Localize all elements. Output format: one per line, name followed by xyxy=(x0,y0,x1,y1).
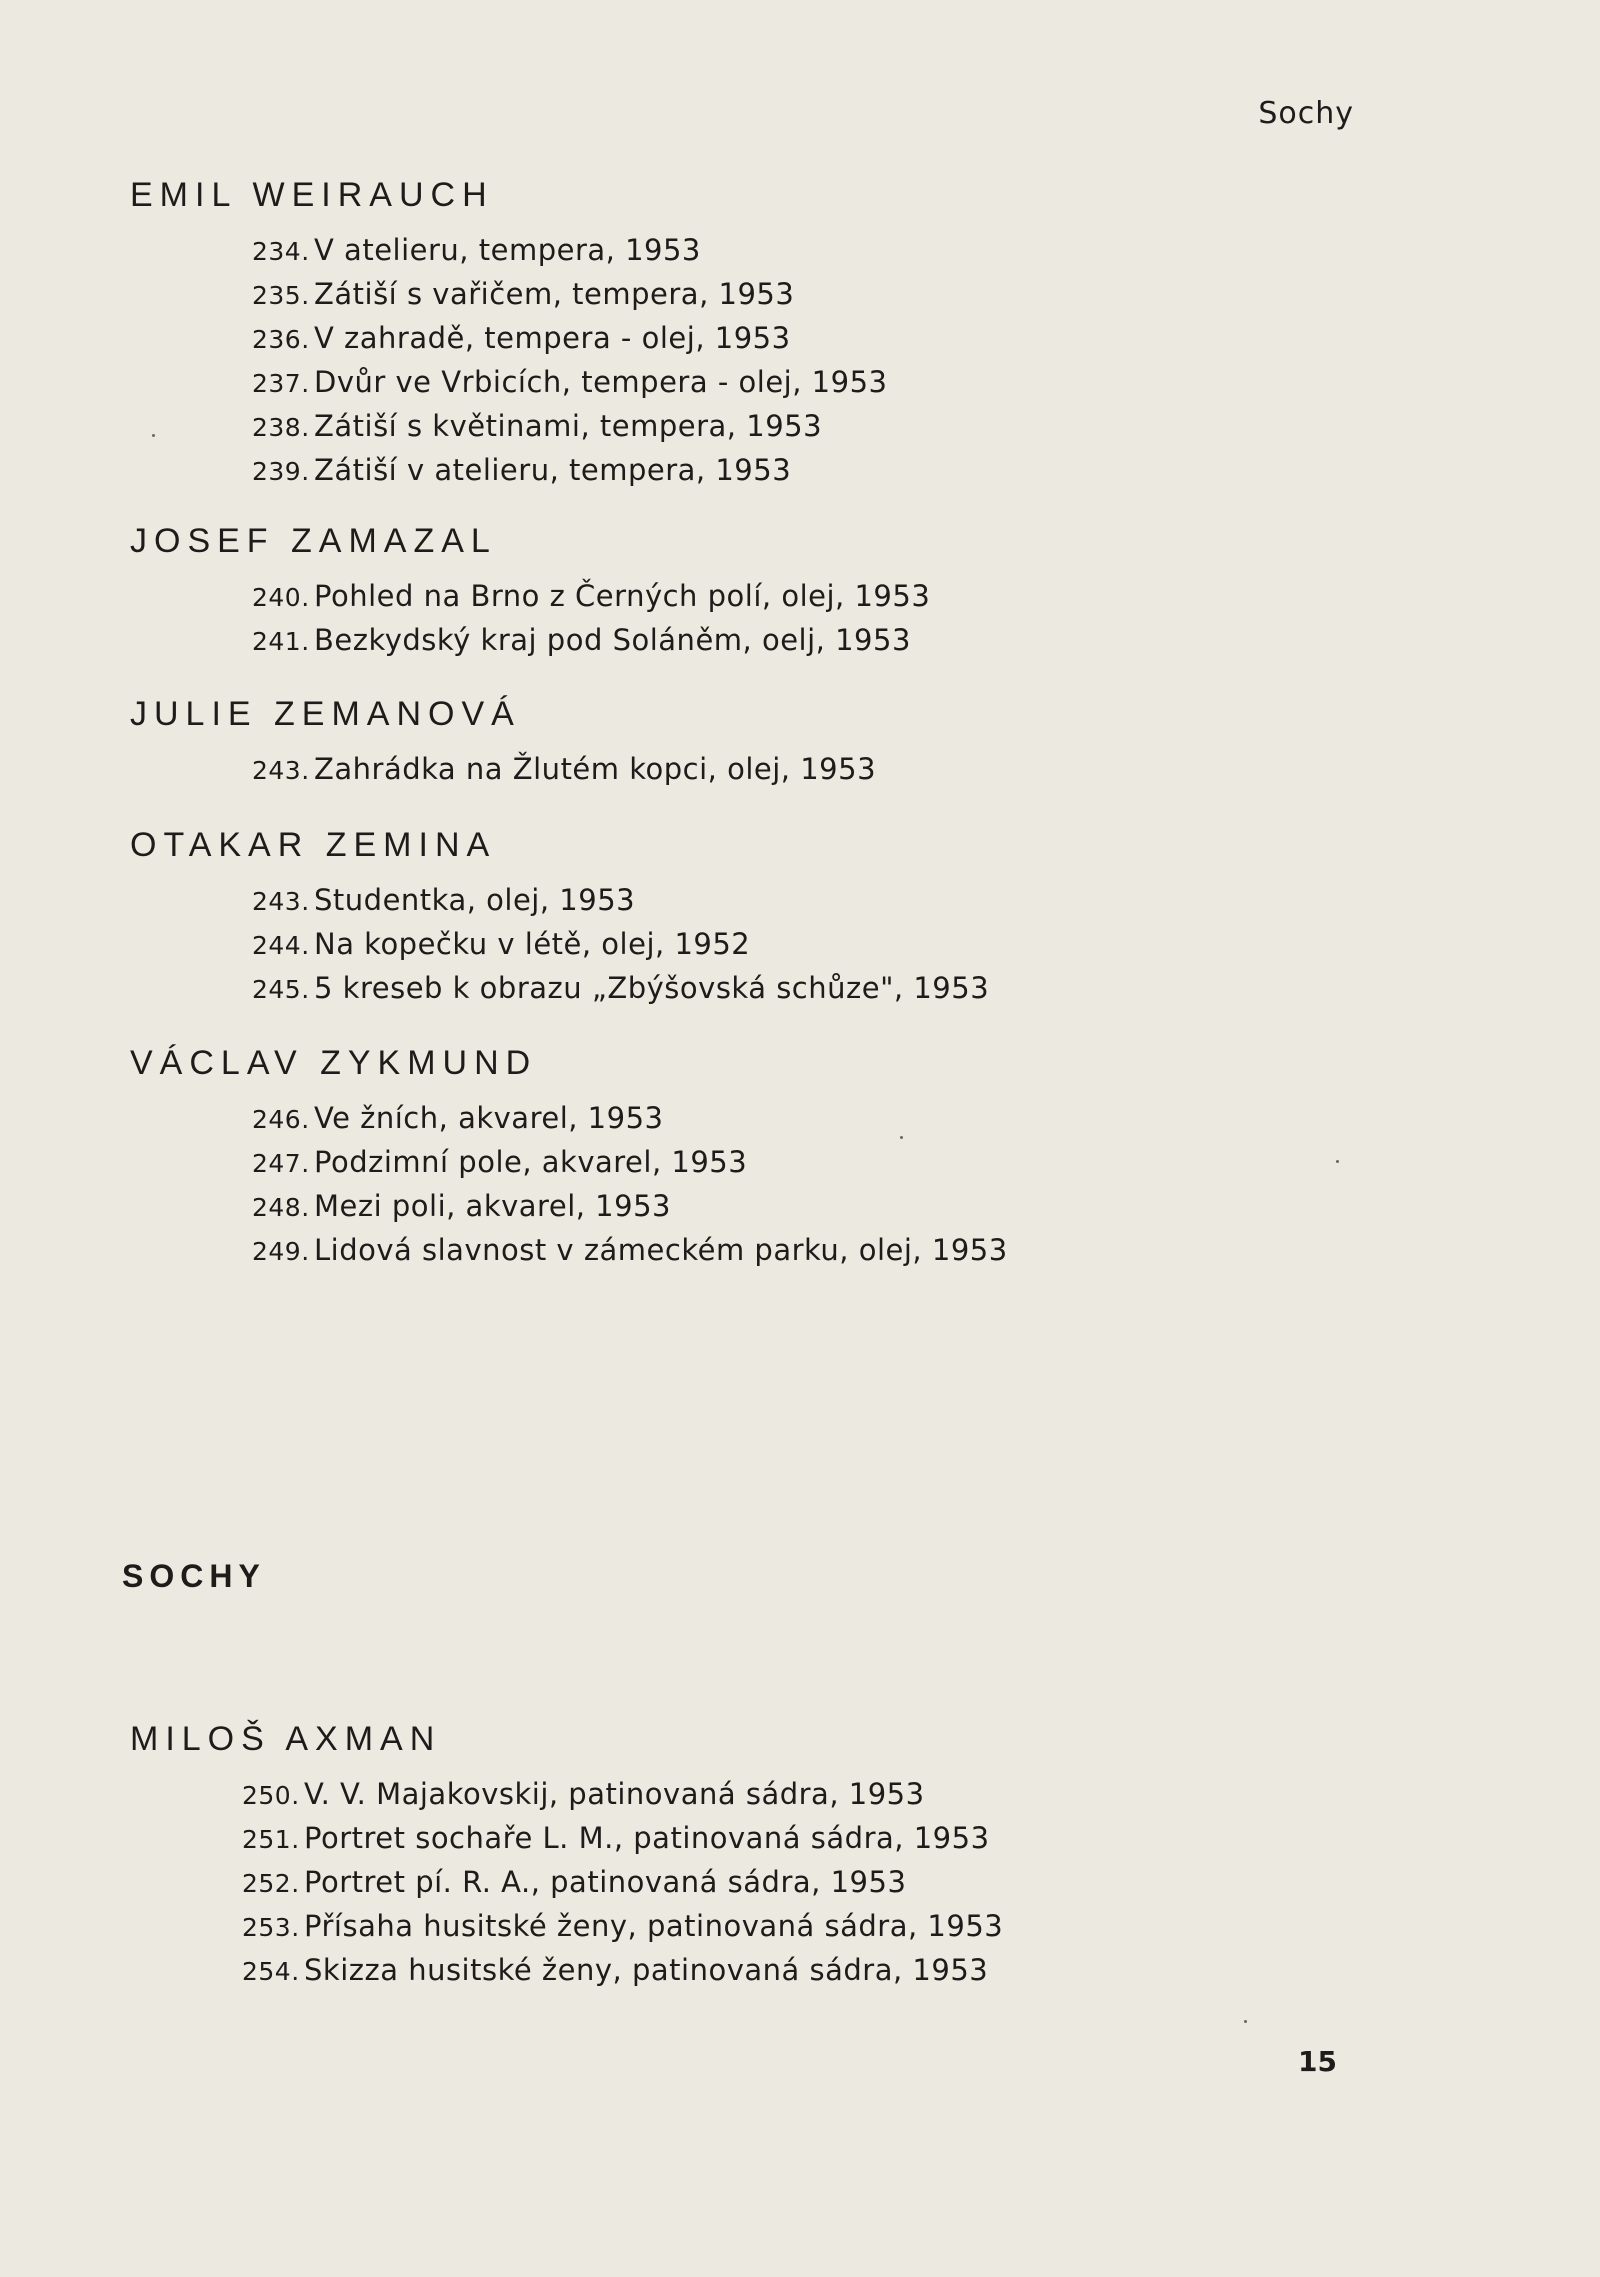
artist-name: EMIL WEIRAUCH xyxy=(130,176,494,214)
work-number: 238. xyxy=(252,413,310,442)
work-title: V zahradě, tempera - olej, 1953 xyxy=(314,321,791,355)
artist-section-zykmund xyxy=(130,1044,1330,1273)
work-item xyxy=(252,317,1330,361)
work-number: 250. xyxy=(242,1781,300,1810)
category-heading: SOCHY xyxy=(122,1558,266,1594)
work-item xyxy=(252,361,1330,405)
work-item xyxy=(252,967,1330,1011)
work-title: Lidová slavnost v zámeckém parku, olej, 1953 xyxy=(314,1233,1008,1267)
artist-section-weirauch xyxy=(130,176,1330,493)
paper-speck xyxy=(900,1136,903,1139)
work-number: 239. xyxy=(252,457,310,486)
works-list xyxy=(130,575,1330,663)
work-item xyxy=(252,879,1330,923)
paper-speck xyxy=(1336,1160,1339,1163)
work-title: Pohled na Brno z Černých polí, olej, 1953 xyxy=(314,579,931,613)
work-number: 237. xyxy=(252,369,310,398)
work-item xyxy=(252,923,1330,967)
work-title: Bezkydský kraj pod Soláněm, oelj, 1953 xyxy=(314,623,911,657)
artist-section-zamazal xyxy=(130,522,1330,663)
work-title: Skizza husitské ženy, patinovaná sádra, 1953 xyxy=(304,1953,989,1987)
work-number: 246. xyxy=(252,1105,310,1134)
artist-name: MILOŠ AXMAN xyxy=(130,1720,442,1758)
artist-section-axman xyxy=(130,1720,1330,1993)
work-title: Mezi poli, akvarel, 1953 xyxy=(314,1189,671,1223)
work-item xyxy=(242,1773,1330,1817)
artist-name: OTAKAR ZEMINA xyxy=(130,826,497,864)
work-number: 241. xyxy=(252,627,310,656)
work-item xyxy=(252,1229,1330,1273)
work-item xyxy=(252,575,1330,619)
works-list xyxy=(130,229,1330,493)
running-head: Sochy xyxy=(1258,96,1354,131)
work-title: Zátiší v atelieru, tempera, 1953 xyxy=(314,453,792,487)
work-title: Studentka, olej, 1953 xyxy=(314,883,636,917)
work-number: 249. xyxy=(252,1237,310,1266)
work-title: Ve žních, akvarel, 1953 xyxy=(314,1101,664,1135)
work-item xyxy=(252,619,1330,663)
work-number: 243. xyxy=(252,887,310,916)
work-item xyxy=(242,1905,1330,1949)
work-number: 243. xyxy=(252,756,310,785)
work-item xyxy=(252,273,1330,317)
work-number: 234. xyxy=(252,237,310,266)
work-title: V atelieru, tempera, 1953 xyxy=(314,233,701,267)
paper-speck xyxy=(152,434,155,437)
work-number: 254. xyxy=(242,1957,300,1986)
work-title: Zátiší s vařičem, tempera, 1953 xyxy=(314,277,795,311)
work-item xyxy=(252,1185,1330,1229)
work-number: 244. xyxy=(252,931,310,960)
work-title: V. V. Majakovskij, patinovaná sádra, 1953 xyxy=(304,1777,925,1811)
work-title: Přísaha husitské ženy, patinovaná sádra, 1953 xyxy=(304,1909,1004,1943)
works-list xyxy=(130,879,1330,1011)
work-title: 5 kreseb k obrazu „Zbýšovská schůze", 1953 xyxy=(314,971,990,1005)
work-number: 240. xyxy=(252,583,310,612)
work-number: 253. xyxy=(242,1913,300,1942)
artist-name: JOSEF ZAMAZAL xyxy=(130,522,497,560)
work-number: 245. xyxy=(252,975,310,1004)
work-title: Portret pí. R. A., patinovaná sádra, 1953 xyxy=(304,1865,907,1899)
work-item xyxy=(242,1817,1330,1861)
work-number: 235. xyxy=(252,281,310,310)
artist-section-zemina xyxy=(130,826,1330,1011)
work-number: 248. xyxy=(252,1193,310,1222)
work-title: Podzimní pole, akvarel, 1953 xyxy=(314,1145,748,1179)
work-title: Portret sochaře L. M., patinovaná sádra, 1953 xyxy=(304,1821,990,1855)
work-number: 236. xyxy=(252,325,310,354)
work-item xyxy=(252,748,1330,792)
work-number: 251. xyxy=(242,1825,300,1854)
work-item xyxy=(252,405,1330,449)
page-number: 15 xyxy=(1298,2045,1337,2078)
artist-name: JULIE ZEMANOVÁ xyxy=(130,695,521,733)
works-list xyxy=(130,748,1330,792)
works-list xyxy=(130,1097,1330,1273)
work-item xyxy=(252,1097,1330,1141)
work-title: Na kopečku v létě, olej, 1952 xyxy=(314,927,751,961)
work-item xyxy=(252,1141,1330,1185)
work-title: Zahrádka na Žlutém kopci, olej, 1953 xyxy=(314,752,877,786)
work-item xyxy=(252,229,1330,273)
work-item xyxy=(242,1861,1330,1905)
artist-name: VÁCLAV ZYKMUND xyxy=(130,1044,538,1082)
work-number: 247. xyxy=(252,1149,310,1178)
work-number: 252. xyxy=(242,1869,300,1898)
work-title: Dvůr ve Vrbicích, tempera - olej, 1953 xyxy=(314,365,888,399)
work-item xyxy=(242,1949,1330,1993)
paper-speck xyxy=(1244,2020,1247,2023)
work-title: Zátiší s květinami, tempera, 1953 xyxy=(314,409,823,443)
work-item xyxy=(252,449,1330,493)
works-list xyxy=(130,1773,1330,1993)
artist-section-zemanova xyxy=(130,695,1330,792)
